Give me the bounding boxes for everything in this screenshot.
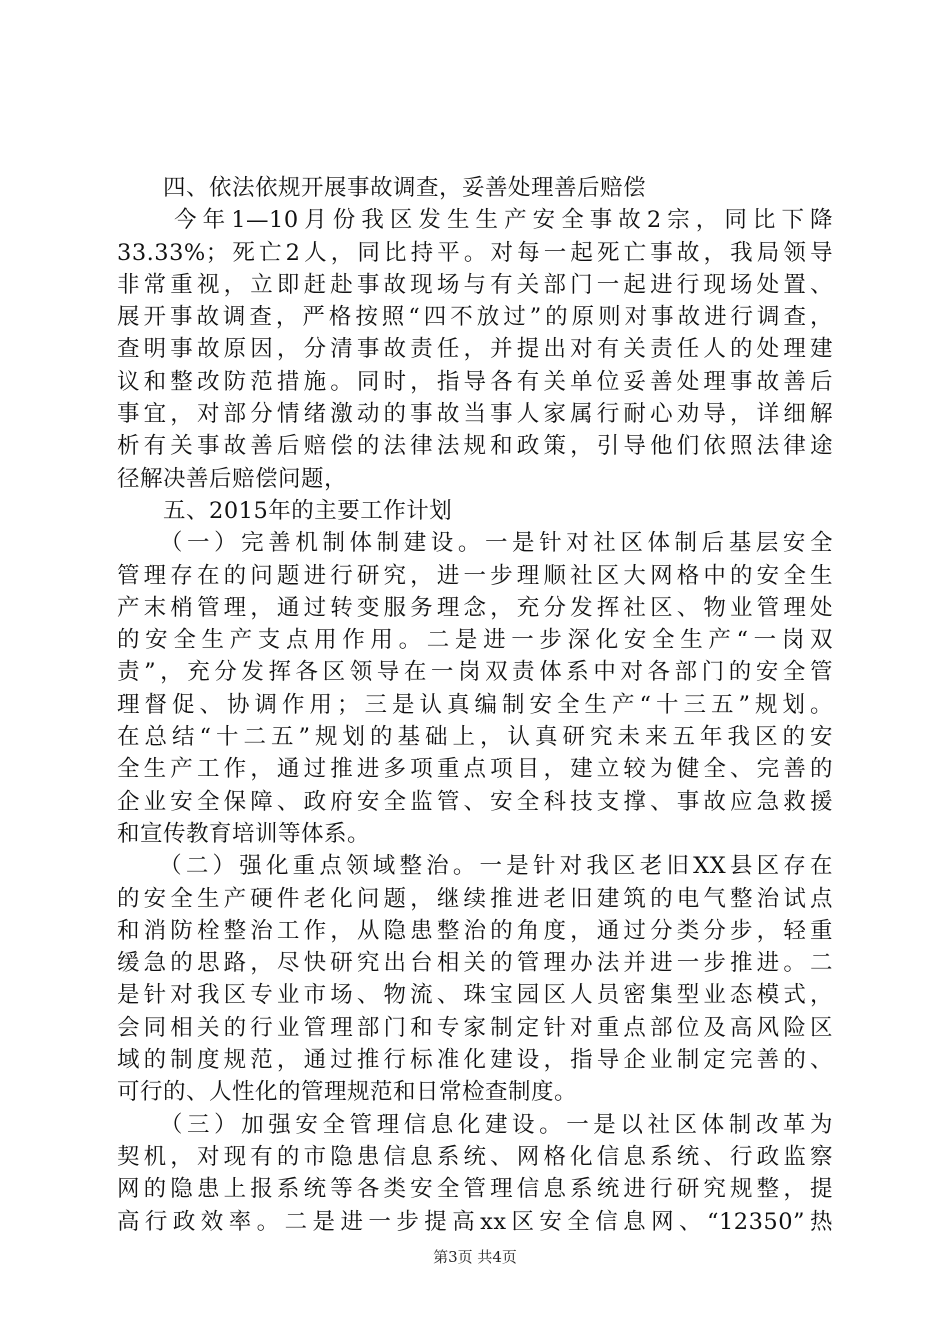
text-line: 析有关事故善后赔偿的法律法规和政策，引导他们依照法律途 (117, 433, 833, 460)
text-line: 的安全生产硬件老化问题，继续推进老旧建筑的电气整治试点 (117, 885, 833, 912)
text-line: 和宣传教育培训等体系。 (117, 820, 371, 847)
text-line: 今年1—10月份我区发生生产安全事故2宗，同比下降 (117, 207, 833, 234)
text-line: 会同相关的行业管理部门和专家制定针对重点部位及高风险区 (117, 1014, 833, 1041)
text-line: 域的制度规范，通过推行标准化建设，指导企业制定完善的、 (117, 1047, 833, 1074)
text-line: 和消防栓整治工作，从隐患整治的角度，通过分类分步，轻重 (117, 917, 833, 944)
text-line: 查明事故原因，分清事故责任，并提出对有关责任人的处理建 (117, 336, 833, 363)
text-line: 产末梢管理，通过转变服务理念，充分发挥社区、物业管理处 (117, 594, 833, 621)
text-line: 全生产工作，通过推进多项重点项目，建立较为健全、完善的 (117, 756, 833, 783)
page-footer: 第3页 共4页 (433, 1248, 517, 1266)
section-heading: 四、依法依规开展事故调查，妥善处理善后赔偿 (117, 175, 647, 201)
text-line: （三）加强安全管理信息化建设。一是以社区体制改革为 (117, 1111, 833, 1138)
text-line: 管理存在的问题进行研究，进一步理顺社区大网格中的安全生 (117, 562, 833, 589)
text-line: 在总结“十二五”规划的基础上，认真研究未来五年我区的安 (117, 724, 833, 751)
text-line: 高行政效率。二是进一步提高xx区安全信息网、“12350”热 (117, 1208, 833, 1235)
text-line: （二）强化重点领域整治。一是针对我区老旧XX县区存在 (117, 853, 833, 880)
text-line: 契机，对现有的市隐患信息系统、网格化信息系统、行政监察 (117, 1143, 833, 1170)
text-line: 议和整改防范措施。同时，指导各有关单位妥善处理事故善后 (117, 368, 833, 395)
text-line: 径解决善后赔偿问题， (117, 465, 348, 492)
text-line: 33.33%；死亡2人，同比持平。对每一起死亡事故，我局领导 (117, 239, 833, 266)
text-line: 企业安全保障、政府安全监管、安全科技支撑、事故应急救援 (117, 788, 833, 815)
document-body (117, 172, 833, 1238)
text-line: 的安全生产支点用作用。二是进一步深化安全生产“一岗双 (117, 627, 833, 654)
text-line: 网的隐患上报系统等各类安全管理信息系统进行研究规整，提 (117, 1176, 833, 1203)
text-line: 展开事故调查，严格按照“四不放过”的原则对事故进行调查， (117, 304, 833, 331)
text-line: 事宜，对部分情绪激动的事故当事人家属行耐心劝导，详细解 (117, 401, 833, 428)
text-line: 理督促、协调作用；三是认真编制安全生产“十三五”规划。 (117, 691, 833, 718)
text-line: 缓急的思路，尽快研究出台相关的管理办法并进一步推进。二 (117, 950, 833, 977)
text-line: （一）完善机制体制建设。一是针对社区体制后基层安全 (117, 530, 833, 557)
text-line: 责”，充分发挥各区领导在一岗双责体系中对各部门的安全管 (117, 659, 833, 686)
text-line: 可行的、人性化的管理规范和日常检查制度。 (117, 1079, 578, 1106)
text-line: 是针对我区专业市场、物流、珠宝园区人员密集型业态模式， (117, 982, 833, 1009)
text-line: 非常重视，立即赶赴事故现场与有关部门一起进行现场处置、 (117, 271, 833, 298)
section-heading: 五、2015年的主要工作计划 (117, 497, 453, 524)
